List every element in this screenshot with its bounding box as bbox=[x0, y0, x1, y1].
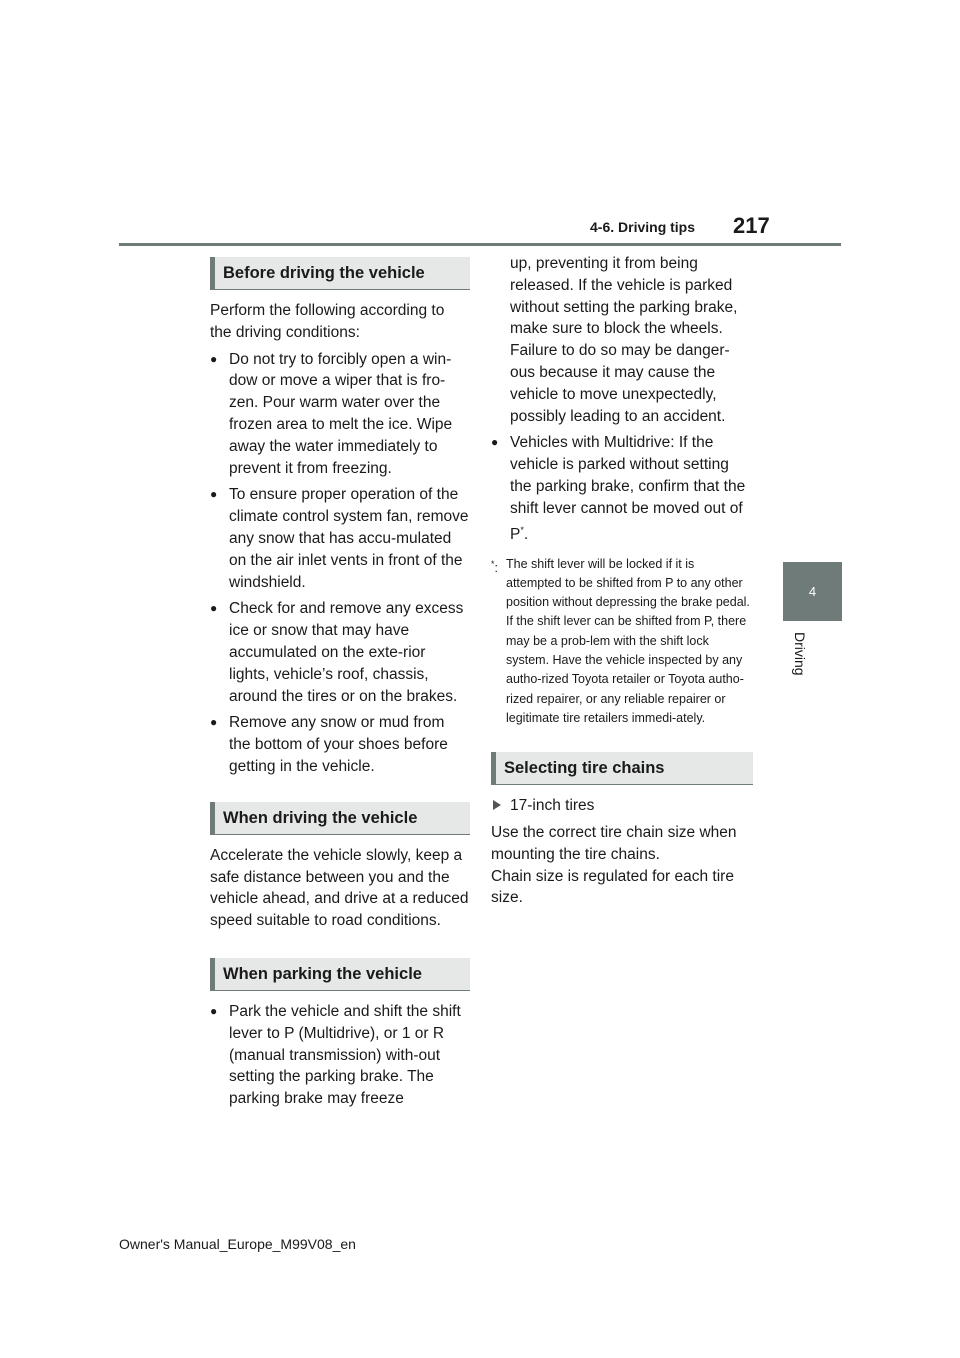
before-driving-intro: Perform the following according to the driving conditions: bbox=[210, 302, 445, 341]
tire-chains-body-1: Use the correct tire chain size when mounting the tire chains. bbox=[491, 823, 737, 863]
footer-text: Owner's Manual_Europe_M99V08_en bbox=[119, 1236, 356, 1252]
bullet-item: ● Check for and remove any excess ice or snow that may have accumulated on the exte-rior lights, vehicle’s roof, chassis, around the tires or on the brakes. bbox=[210, 598, 470, 707]
heading-before-driving: Before driving the vehicle bbox=[210, 257, 470, 290]
bullet-item: ● Remove any snow or mud from the bottom of your shoes before getting in the vehicle. bbox=[210, 712, 470, 777]
tire-size-label: 17-inch tires bbox=[510, 797, 595, 815]
when-parking-list bbox=[210, 1001, 470, 1110]
footnote bbox=[491, 555, 753, 729]
section-title: 4-6. Driving tips bbox=[590, 219, 696, 235]
tire-chains-body-2: Chain size is regulated for each tire size. bbox=[491, 867, 734, 907]
bullet-end: . bbox=[523, 525, 529, 543]
chapter-label: Driving bbox=[792, 632, 808, 676]
bullet-item: ● Do not try to forcibly open a win-dow or move a wiper that is fro-zen. Pour warm water over the frozen area to melt the ice. Wipe away the water immediately to prevent it from freezing. bbox=[210, 349, 470, 480]
heading-tire-chains: Selecting tire chains bbox=[491, 752, 753, 785]
bullet-text: Vehicles with Multidrive: If the vehicle is parked without setting the parking brake, confirm that the shift lever cannot be moved out of P bbox=[510, 434, 746, 543]
header-divider bbox=[119, 243, 841, 246]
before-driving-list bbox=[210, 349, 470, 778]
page-number: 217 bbox=[733, 213, 770, 238]
bullet-item: ● To ensure proper operation of the climate control system fan, remove any snow that has accu-mulated on the air inlet vents in front of the windshield. bbox=[210, 484, 470, 593]
chapter-tab bbox=[783, 562, 842, 621]
chapter-number: 4 bbox=[808, 584, 817, 599]
tire-size-item bbox=[491, 795, 753, 817]
heading-when-driving: When driving the vehicle bbox=[210, 802, 470, 835]
triangle-arrow-icon bbox=[493, 800, 501, 810]
heading-when-parking: When parking the vehicle bbox=[210, 958, 470, 991]
bullet-item: ● Park the vehicle and shift the shift lever to P (Multidrive), or 1 or R (manual transmission) with-out setting the parking brake. The parking brake may freeze bbox=[210, 1001, 470, 1110]
footnote-ref: * bbox=[520, 524, 524, 535]
footnote-text: The shift lever will be locked if it is attempted to be shifted from P to any other position without depressing the brake pedal. If the shift lever can be shifted from P, there may be a prob-lem with the shift lock system. Have the vehicle inspected by any autho-rized Toyota retailer or Toyota autho-rized repairer, or any reliable repairer or legitimate tire retailers immedi-ately. bbox=[506, 556, 750, 725]
parking-bullet-continued: up, preventing it from being released. If the vehicle is parked without setting the parking brake, make sure to block the wheels. Failure to do so may be danger-ous because it may cause the vehicle to move unexpectedly, possibly leading to an accident. bbox=[510, 255, 738, 425]
right-column bbox=[491, 253, 753, 909]
when-driving-body: Accelerate the vehicle slowly, keep a safe distance between you and the vehicle ahead, and drive at a reduced speed suitable to road conditions. bbox=[210, 846, 469, 930]
footnote-marker: *: bbox=[491, 558, 498, 575]
parking-list-continued bbox=[491, 432, 753, 545]
bullet-item bbox=[491, 432, 753, 545]
left-column bbox=[210, 257, 470, 1110]
